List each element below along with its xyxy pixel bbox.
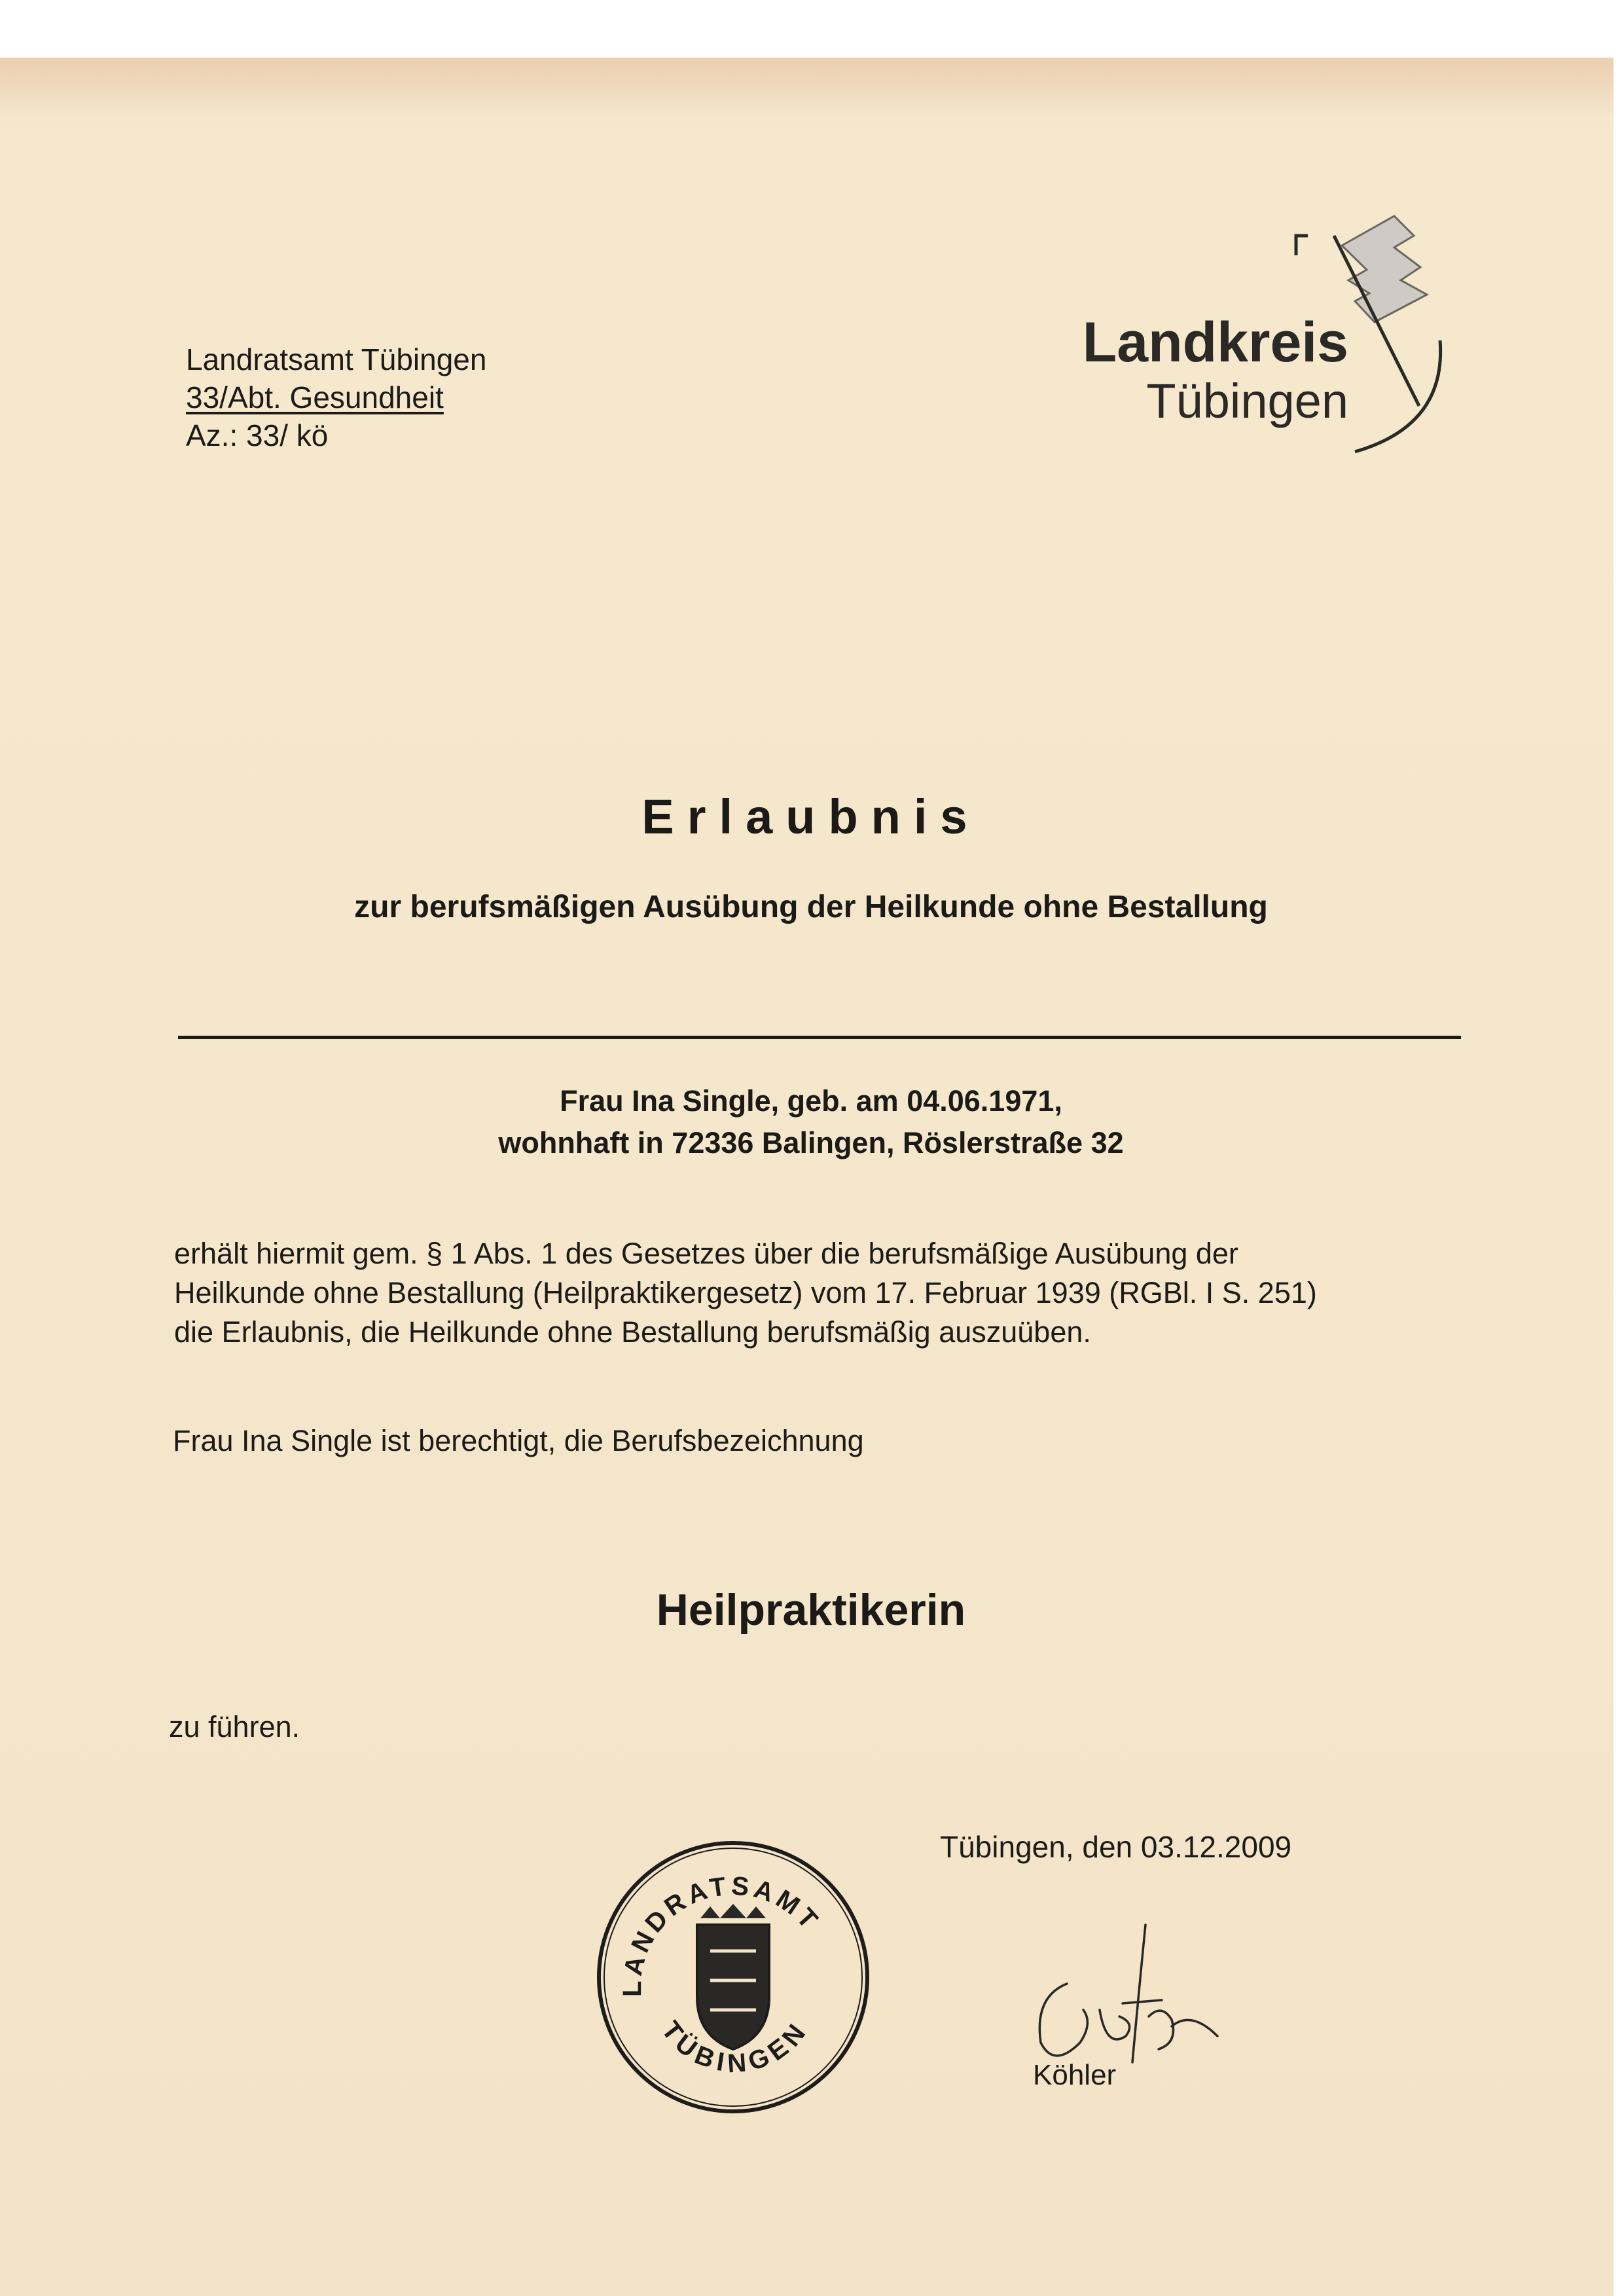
logo-word-tuebingen: Tübingen xyxy=(1146,374,1348,428)
seal-text-top: LANDRATSAMT xyxy=(618,1871,826,1997)
signer-name: Köhler xyxy=(1033,2059,1117,2091)
seal-text-bottom: TÜBINGEN xyxy=(656,2014,814,2079)
logo-word-landkreis: Landkreis xyxy=(1082,311,1348,374)
permission-line-2: Heilkunde ohne Bestallung (Heilpraktikergesetz) vom 17. Februar 1939 (RGBl. I S. 251) xyxy=(174,1276,1317,1309)
sender-department: 33/Abt. Gesundheit xyxy=(186,380,444,414)
flag-icon xyxy=(1342,216,1427,322)
coat-of-arms-icon xyxy=(697,1925,769,2049)
logo-corner-mark xyxy=(1296,236,1308,255)
sender-office: Landratsamt Tübingen xyxy=(186,342,487,376)
logo-swoosh xyxy=(1355,340,1441,452)
permission-line-1: erhält hiermit gem. § 1 Abs. 1 des Gesetzes über die berufsmäßige Ausübung der xyxy=(174,1237,1238,1270)
permission-text xyxy=(174,1234,1483,1352)
person-address: wohnhaft in 72336 Balingen, Röslerstraße 32 xyxy=(498,1126,1124,1159)
signature-stroke xyxy=(1039,1925,1217,2062)
divider-line xyxy=(178,1036,1461,1039)
crown-icon xyxy=(700,1904,766,1918)
professional-title: Heilpraktikerin xyxy=(656,1585,966,1635)
document-subtitle: zur berufsmäßigen Ausübung der Heilkunde ohne Bestallung xyxy=(354,890,1268,924)
sender-reference: Az.: 33/ kö xyxy=(186,418,329,452)
landkreis-logo xyxy=(1073,210,1479,471)
sender-block xyxy=(186,340,486,454)
document-title: Erlaubnis xyxy=(641,790,981,844)
person-block xyxy=(0,1080,1622,1164)
closing-text: zu führen. xyxy=(169,1710,300,1743)
place-date: Tübingen, den 03.12.2009 xyxy=(940,1830,1292,1864)
permission-line-3: die Erlaubnis, die Heilkunde ohne Bestallung berufsmäßig auszuüben. xyxy=(174,1315,1091,1349)
person-name-birth: Frau Ina Single, geb. am 04.06.1971, xyxy=(560,1084,1062,1118)
official-seal xyxy=(589,1833,877,2121)
title-entitlement-text: Frau Ina Single ist berechtigt, die Berufsbezeichnung xyxy=(173,1424,864,1457)
